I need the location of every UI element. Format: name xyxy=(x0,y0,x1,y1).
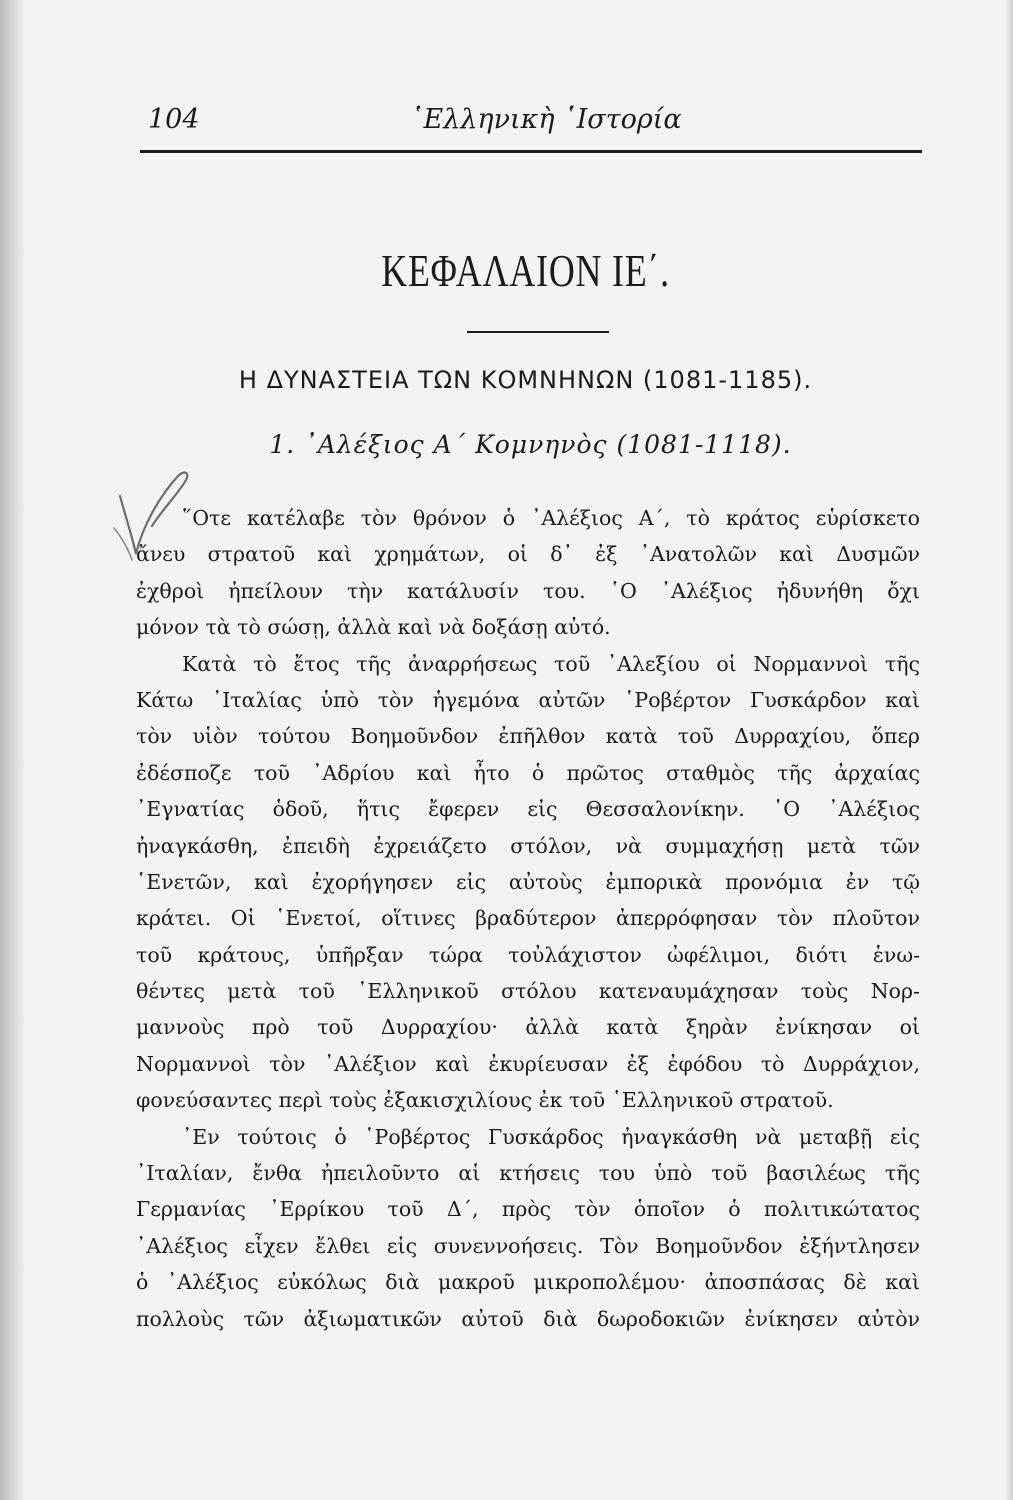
header-rule xyxy=(140,150,922,153)
text-line: φονεύσαντες περὶ τοὺς ἑξακισχιλίους ἐκ τοῦ ῾Ελληνικοῦ στρατοῦ. xyxy=(136,1088,834,1113)
text-line: ᾿Αλέξιος εἶχεν ἔλθει εἰς συνεννοήσεις. Τὸν Βοημοῦνδον ἐξήντλησεν xyxy=(136,1233,920,1258)
section-heading: 1. ᾿Αλέξιος Α΄ Κομνηνὸς (1081-1118). xyxy=(269,430,792,459)
text-line: Κατὰ τὸ ἔτος τῆς ἀναρρήσεως τοῦ ᾿Αλεξίου οἱ Νορμαννοὶ τῆς xyxy=(182,651,920,676)
text-line: τοῦ κράτους, ὑπῆρξαν τώρα τοὐλάχιστον ὠφέλιμοι, διότι ἑνω- xyxy=(136,942,920,967)
text-line: Γερμανίας ᾿Ερρίκου τοῦ Δ΄, πρὸς τὸν ὁποῖον ὁ πολιτικώτατος xyxy=(136,1197,920,1222)
text-line: Κάτω ᾿Ιταλίας ὑπὸ τὸν ἡγεμόνα αὐτῶν ῾Ροβέρτον Γυσκάρδον καὶ xyxy=(136,687,920,712)
text-line: ᾿Ιταλίαν, ἔνθα ἠπειλοῦντο αἱ κτήσεις του ὑπὸ τοῦ βασιλέως τῆς xyxy=(136,1161,920,1186)
paragraph-1 xyxy=(136,500,920,646)
chapter-divider xyxy=(467,331,609,333)
running-title: ῾Ελληνικὴ ῾Ιστορία xyxy=(410,104,682,135)
text-line: ᾿Εν τούτοις ὁ ῾Ροβέρτος Γυσκάρδος ἠναγκάσθη νὰ μεταβῇ εἰς xyxy=(182,1124,920,1149)
paragraph-2 xyxy=(136,646,920,1119)
paragraph-3 xyxy=(136,1119,920,1337)
binding-shadow xyxy=(0,0,26,1500)
chapter-title: ΚΕΦΑΛΑΙΟΝ ΙΕ΄. xyxy=(381,245,670,296)
text-line: ἐχθροὶ ἠπείλουν τὴν κατάλυσίν του. ῾Ο ᾿Αλέξιος ἠδυνήθη ὄχι xyxy=(136,578,920,603)
text-line: Νορμαννοὶ τὸν ᾿Αλέξιον καὶ ἐκυρίευσαν ἐξ ἐφόδου τὸ Δυρράχιον, xyxy=(136,1051,920,1076)
page-number: 104 xyxy=(148,104,200,135)
text-line: μαννοὺς πρὸ τοῦ Δυρραχίου· ἀλλὰ κατὰ ξηρὰν ἐνίκησαν οἱ xyxy=(136,1015,920,1040)
text-line: κράτει. Οἱ ῾Ενετοί, οἵτινες βραδύτερον ἀπερρόφησαν τὸν πλοῦτον xyxy=(136,906,920,931)
dynasty-heading: Η ΔΥΝΑΣΤΕΙΑ ΤΩΝ ΚΟΜΝΗΝΩΝ (1081-1185). xyxy=(238,366,813,394)
text-line: ὁ ᾿Αλέξιος εὐκόλως διὰ μακροῦ μικροπολέμου· ἀποσπάσας δὲ καὶ xyxy=(136,1270,920,1295)
page-header xyxy=(140,100,920,148)
text-line: τὸν υἱὸν τούτου Βοημοῦνδον ἐπῆλθον κατὰ τοῦ Δυρραχίου, ὅπερ xyxy=(136,724,920,749)
text-line: πολλοὺς τῶν ἀξιωματικῶν αὐτοῦ διὰ δωροδοκιῶν ἐνίκησεν αὐτὸν xyxy=(136,1306,920,1331)
text-line: μόνον τὰ τὸ σώσῃ, ἀλλὰ καὶ νὰ δοξάσῃ αὐτό. xyxy=(136,615,611,640)
page-edge xyxy=(1005,0,1013,1500)
text-line: ἠναγκάσθη, ἐπειδὴ ἐχρειάζετο στόλον, νὰ συμμαχήσῃ μετὰ τῶν xyxy=(136,833,920,858)
text-line: ῞Οτε κατέλαβε τὸν θρόνον ὁ ᾿Αλέξιος Α΄, τὸ κράτος εὑρίσκετο xyxy=(182,506,920,530)
text-line: ῾Ενετῶν, καὶ ἐχορήγησεν εἰς αὐτοὺς ἐμπορικὰ προνόμια ἐν τῷ xyxy=(136,869,920,894)
text-line: ἐδέσποζε τοῦ ᾿Αδρίου καὶ ἦτο ὁ πρῶτος σταθμὸς τῆς ἀρχαίας xyxy=(136,760,920,785)
text-line: ᾿Εγνατίας ὁδοῦ, ἥτις ἔφερεν εἰς Θεσσαλονίκην. ῾Ο ᾿Αλέξιος xyxy=(136,797,920,822)
text-line: θέντες μετὰ τοῦ ᾿Ελληνικοῦ στόλου κατεναυμάχησαν τοὺς Νορ- xyxy=(136,979,920,1004)
body-text xyxy=(136,500,920,1337)
text-line: ἄνευ στρατοῦ καὶ χρημάτων, οἱ δ᾿ ἐξ ᾿Ανατολῶν καὶ Δυσμῶν xyxy=(136,542,920,567)
